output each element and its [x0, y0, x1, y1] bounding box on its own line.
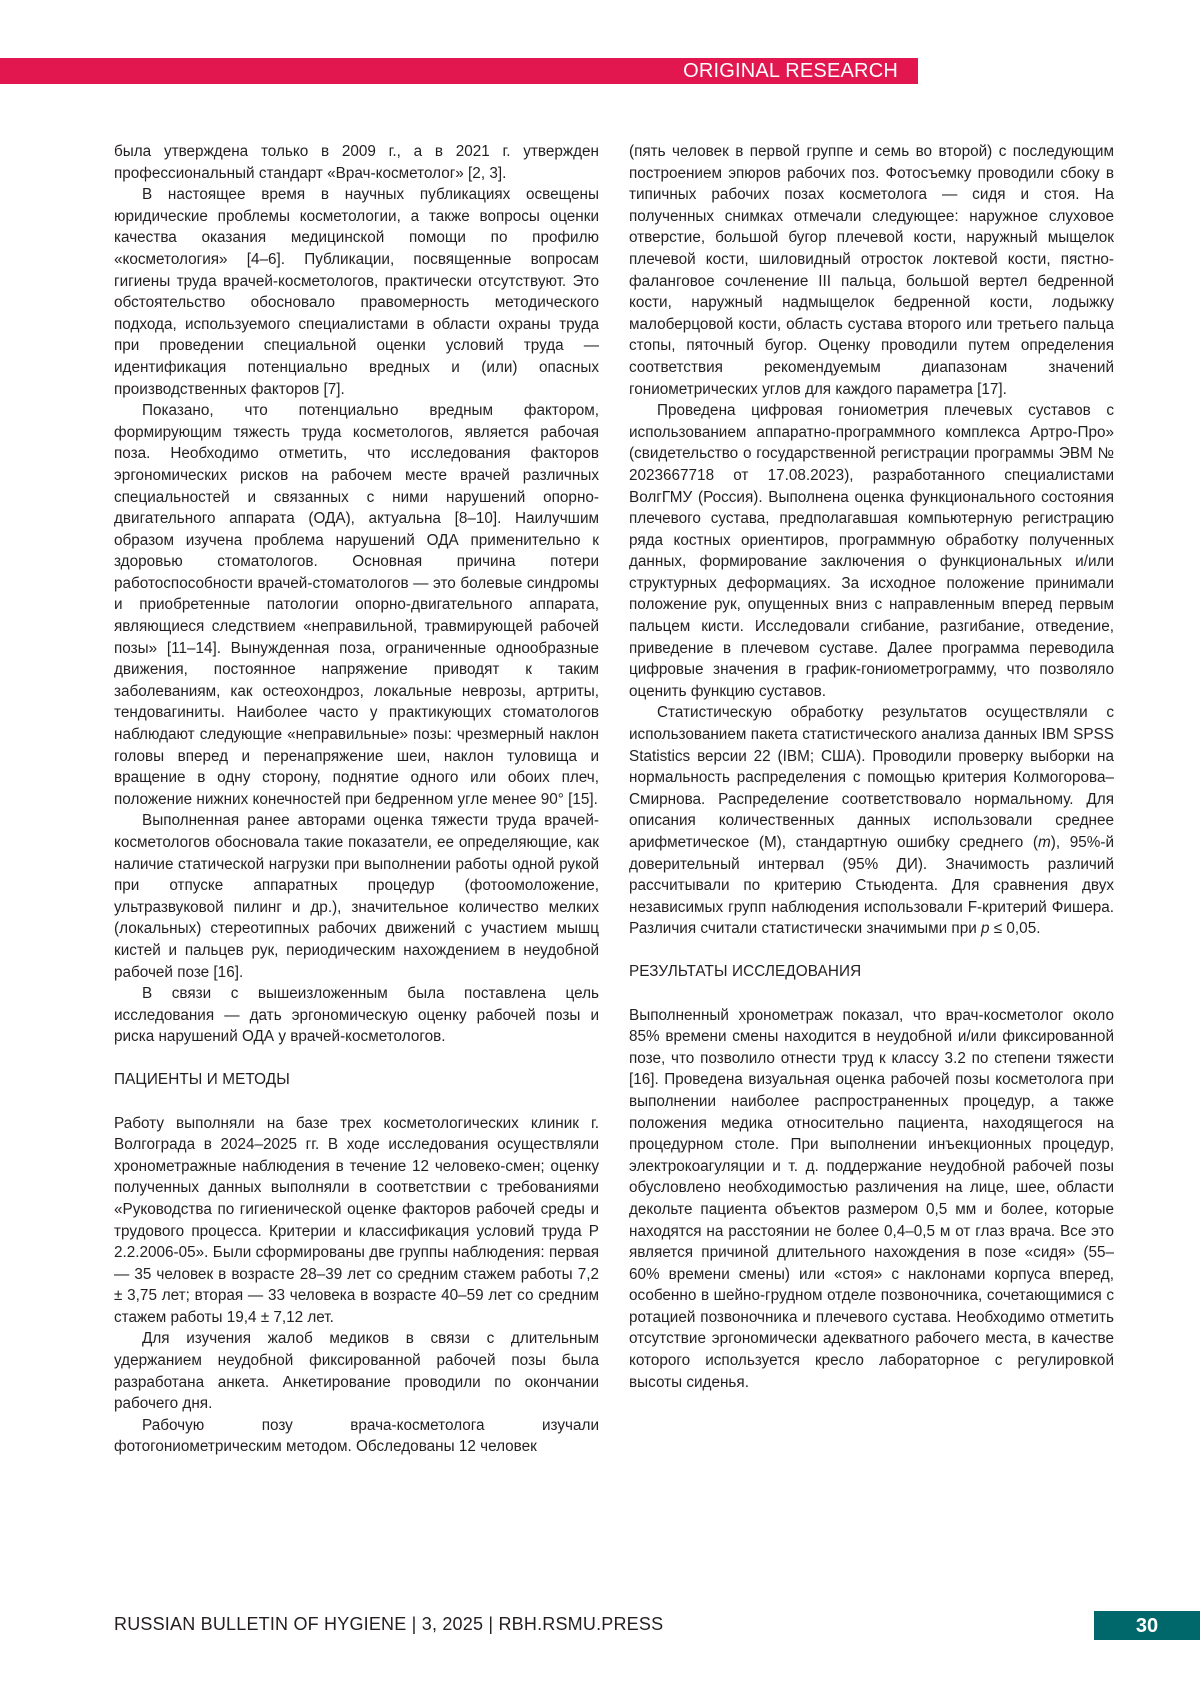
paragraph: Для изучения жалоб медиков в связи с длительным удержанием неудобной фиксированной рабочей позы была разработана анкета. Анкетирование проводили по окончании рабочего дня. — [114, 1330, 599, 1413]
paragraph: Показано, что потенциально вредным фактором, формирующим тяжесть труда косметологов, является рабочая поза. Необходимо отметить, что исследования факторов эргономических рисков на рабочем месте врачей различных специальностей и связанных с ними нарушений опорно-двигательного аппарата (ОДА), актуальна [8–10]. Наилучшим образом изучена проблема нарушений ОДА применительно к здоровью стоматологов. Основная причина потери работоспособности врачей-стоматологов — это болевые синдромы и приобретенные патологии опорно-двигательного аппарата, являющиеся следствием «неправильной, травмирующей рабочей позы» [11–14]. Вынужденная поза, ограниченные однообразные движения, постоянное напряжение приводят к таким заболеваниям, как остеохондроз, локальные неврозы, артриты, тендовагиниты. Наиболее часто у практикующих стоматологов наблюдают следующие «неправильные» позы: чрезмерный наклон головы вперед и перенапряжение шеи, наклон туловища и вращение в одну сторону, поднятие одного или обоих плеч, положение нижних конечностей при бедренном угле менее 90° [15]. — [114, 402, 599, 808]
paragraph: Рабочую позу врача-косметолога изучали фотогониометрическим методом. Обследованы 12 человек — [114, 1416, 599, 1456]
paragraph: Проведена цифровая гониометрия плечевых суставов с использованием аппаратно-программного комплекса Артро-Про» (свидетельство о государственной регистрации программы ЭВМ № 2023667718 от 17.08.2023), разработанного специалистами ВолгГМУ (Россия). Выполнена оценка функционального состояния плечевого сустава, предполагавшая компьютерную регистрацию ряда костных ориентиров, программную обработку полученных данных, формирование заключения о функциональных и/или структурных деформациях. За исходное положение принимали положение рук, опущенных вниз с направленным вперед первым пальцем кисти. Исследовали сгибание, разгибание, отведение, приведение в плечевом суставе. Далее программа переводила цифровые значения в график-гониометрограмму, что позволяло оценить функцию суставов. — [629, 402, 1114, 700]
paragraph: Работу выполняли на базе трех косметологических клиник г. Волгограда в 2024–2025 гг. В ходе исследования осуществляли хронометражные наблюдения в течение 12 человеко-смен; оценку полученных данных выполняли в соответствии с требованиями «Руководства по гигиенической оценке факторов рабочей среды и трудового процесса. Критерии и классификация условий труда Р 2.2.2006-05». Были сформированы две группы наблюдения: первая — 35 человек в возрасте 28–39 лет со средним стажем работы 7,2 ± 3,75 лет; вторая — 33 человека в возрасте 40–59 лет со средним стажем работы 19,4 ± 7,12 лет. — [114, 1114, 599, 1326]
section-heading-results: РЕЗУЛЬТАТЫ ИССЛЕДОВАНИЯ — [629, 962, 862, 980]
text-run: ≤ 0,05. — [989, 920, 1041, 938]
section-label: ORIGINAL RESEARCH — [683, 60, 898, 82]
left-column — [114, 141, 599, 1458]
paragraph: В настоящее время в научных публикациях освещены юридические проблемы косметологии, а также вопросы оценки качества оказания медицинской помощи по профилю «косметология» [4–6]. Публикации, посвященные вопросам гигиены труда врачей-косметологов, практически отсутствуют. Это обстоятельство обосновало правомерность методического подхода, используемого специалистами в области охраны труда при проведении специальной оценки условий труда — идентификация потенциально вредных и (или) опасных производственных факторов [7]. — [114, 186, 599, 398]
header-band — [0, 58, 918, 84]
italic-symbol: p — [981, 920, 990, 938]
paragraph: Выполненная ранее авторами оценка тяжести труда врачей-косметологов обосновала такие показатели, ее определяющие, как наличие статической нагрузки при выполнении работы одной рукой при отпуске аппаратных процедур (фотоомоложение, ультразвуковой пилинг и др.), значительное количество мелких (локальных) стереотипных рабочих движений с участием мышц кистей и пальцев рук, периодическим нахождением в неудобной рабочей позе [16]. — [114, 812, 599, 981]
section-heading-methods: ПАЦИЕНТЫ И МЕТОДЫ — [114, 1070, 290, 1088]
italic-symbol: m — [1037, 834, 1051, 851]
paragraph: Выполненный хронометраж показал, что врач-косметолог около 85% времени смены находится в неудобной и/или фиксированной позе, что позволило отнести труд к классу 3.2 по степени тяжести [16]. Проведена визуальная оценка рабочей позы косметолога при выполнении наиболее распространенных процедур, а также положения медика относительно пациента, находящегося на процедурном столе. При выполнении инъекционных процедур, электрокоагуляции и т. д. поддержание неудобной рабочей позы обусловлено необходимостью различения на лице, шее, области декольте пациента объектов размером 0,5 мм и более, которые находятся на расстоянии не более 0,4–0,5 м от глаз врача. Все это является причиной длительного нахождения в позе «сидя» (55–60% времени смены) или «стоя» с наклонами корпуса вперед, особенно в шейно-грудном отделе позвоночника, сочетающимися с ротацией позвоночника и плечевого сустава. Необходимо отметить отсутствие эргономически адекватного рабочего места, в качестве которого используется кресло лабораторное с регулировкой высоты сиденья. — [629, 1006, 1114, 1391]
text-run: ), 95%-й доверительный интервал (95% ДИ). Значимость различий рассчитывали по критерию Стьюдента. Для сравнения двух независимых групп наблюдения использовали F-критерий Фишера. Различия считали статистически значимыми при — [629, 834, 1114, 938]
paragraph-statistics — [629, 702, 1114, 940]
journal-footer: RUSSIAN BULLETIN OF HYGIENE | 3, 2025 | RBH.RSMU.PRESS — [114, 1614, 664, 1634]
paragraph: В связи с вышеизложенным была поставлена цель исследования — дать эргономическую оценку рабочей позы и риска нарушений ОДА у врачей-косметологов. — [114, 985, 599, 1046]
text-run: Статистическую обработку результатов осуществляли с использованием пакета статистического анализа данных IBM SPSS Statistics версии 22 (IBM; США). Проводили проверку выборки на нормальность распределения с помощью критерия Колмогорова–Смирнова. Распределение соответствовало нормальному. Для описания количественных данных использовали среднее арифметическое (M), стандартную ошибку среднего ( — [629, 704, 1114, 851]
paragraph: была утверждена только в 2009 г., а в 2021 г. утвержден профессиональный стандарт «Врач-косметолог» [2, 3]. — [114, 143, 599, 182]
right-column — [629, 141, 1114, 1393]
page-number: 30 — [1094, 1611, 1200, 1640]
paragraph: (пять человек в первой группе и семь во второй) с последующим построением эпюров рабочих поз. Фотосъемку проводили сбоку в типичных рабочих позах косметолога — сидя и стоя. На полученных снимках отмечали следующее: наружное слуховое отверстие, большой бугор плечевой кости, наружный мыщелок плечевой кости, шиловидный отросток локтевой кости, пястно-фаланговое сочленение III пальца, большой вертел бедренной кости, наружный надмыщелок бедренной кости, лодыжку малоберцовой кости, область сустава второго или третьего пальца стопы, пяточный бугор. Оценку проводили путем определения соответствия рекомендуемым диапазонам значений гониометрических углов для каждого параметра [17]. — [629, 143, 1114, 398]
